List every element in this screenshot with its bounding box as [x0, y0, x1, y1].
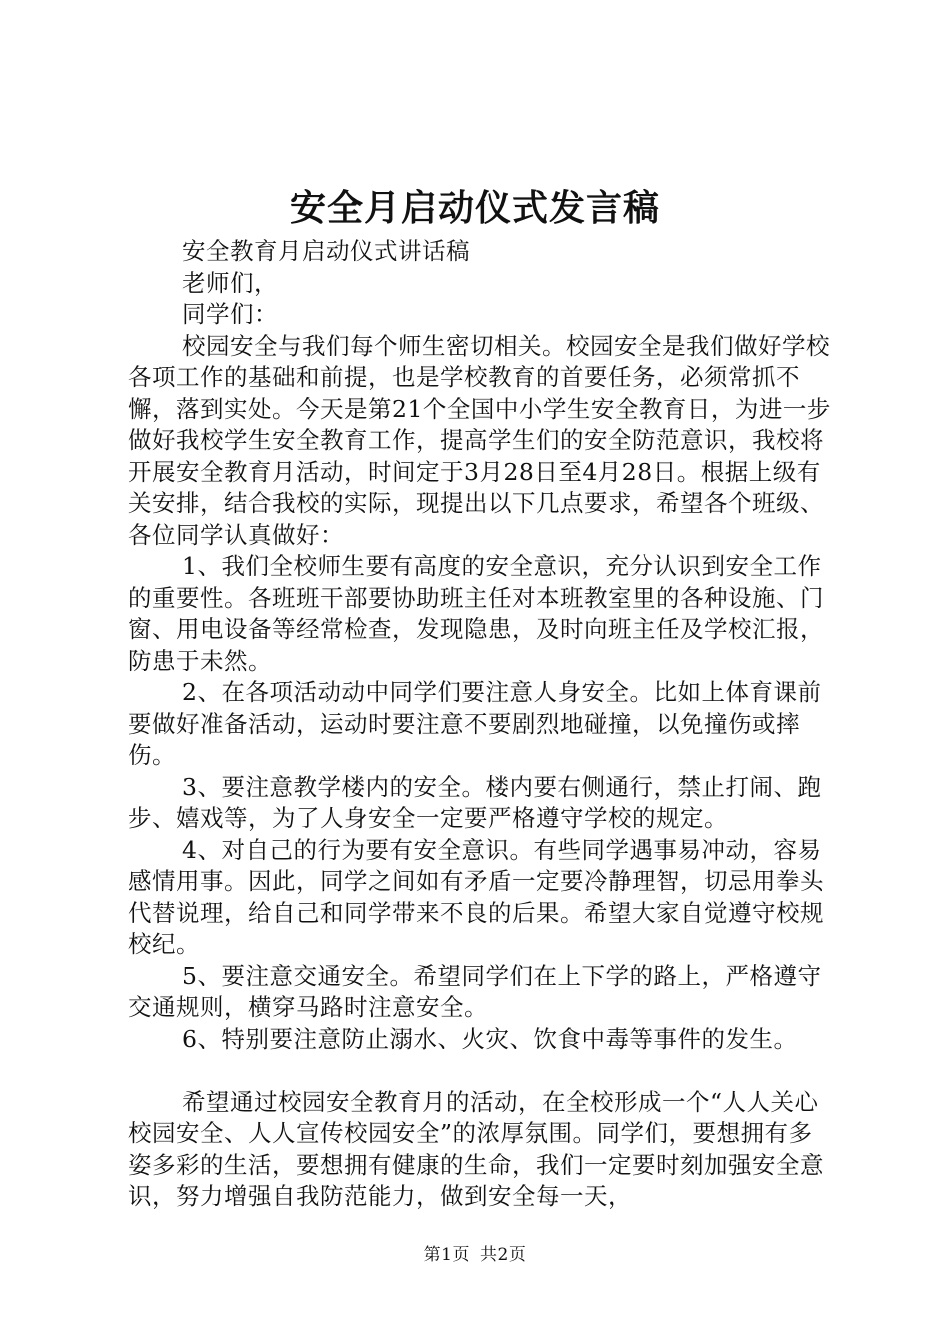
paragraph-intro: 校园安全与我们每个师生密切相关。校园安全是我们做好学校各项工作的基础和前提，也是学校教育的首要任务，必须常抓不懈，落到实处。今天是第21个全国中小学生安全教育日，为进一步做好我校学生安全教育工作，提高学生们的安全防范意识，我校将开展安全教育月活动，时间定于3月28日至4月28日。根据上级有关安排，结合我校的实际，现提出以下几点要求，希望各个班级、各位同学认真做好：	[128, 331, 831, 549]
page-footer	[0, 1243, 950, 1267]
document-title: 安全月启动仪式发言稿	[289, 187, 660, 229]
page-number: 第1页	[423, 1245, 470, 1265]
paragraph-salutation-teachers: 老师们，	[182, 268, 278, 297]
paragraph-salutation-students: 同学们：	[182, 300, 278, 328]
paragraph-subtitle: 安全教育月启动仪式讲话稿	[182, 237, 470, 265]
paragraph-item-2: 2、在各项活动动中同学们要注意人身安全。比如上体育课前要做好准备活动，运动时要注意不要剧烈地碰撞，以免撞伤或摔伤。	[128, 678, 822, 769]
paragraph-closing: 希望通过校园安全教育月的活动，在全校形成一个“人人关心校园安全、人人宣传校园安全”的浓厚氛围。同学们，要想拥有多姿多彩的生活，要想拥有健康的生命，我们一定要时刻加强安全意识，努力增强自我防范能力，做到安全每一天，	[128, 1087, 824, 1210]
paragraph-item-1: 1、我们全校师生要有高度的安全意识，充分认识到安全工作的重要性。各班班干部要协助班主任对本班教室里的各种设施、门窗、用电设备等经常检查，发现隐患，及时向班主任及学校汇报，防患于未然。	[128, 552, 824, 675]
paragraph-item-4: 4、对自己的行为要有安全意识。有些同学遇事易冲动，容易感情用事。因此，同学之间如有矛盾一定要冷静理智，切忌用拳头代替说理，给自己和同学带来不良的后果。希望大家自觉遵守校规校纪。	[128, 835, 824, 958]
page-total: 共2页	[480, 1245, 527, 1265]
document-body	[128, 236, 836, 1213]
paragraph-item-5: 5、要注意交通安全。希望同学们在上下学的路上，严格遵守交通规则，横穿马路时注意安全。	[128, 961, 822, 1021]
paragraph-item-6: 6、特别要注意防止溺水、火灾、饮食中毒等事件的发生。	[182, 1024, 798, 1053]
paragraph-spacer	[128, 1055, 836, 1087]
paragraph-item-3: 3、要注意教学楼内的安全。楼内要右侧通行，禁止打闹、跑步、嬉戏等，为了人身安全一定要严格遵守学校的规定。	[128, 772, 822, 832]
